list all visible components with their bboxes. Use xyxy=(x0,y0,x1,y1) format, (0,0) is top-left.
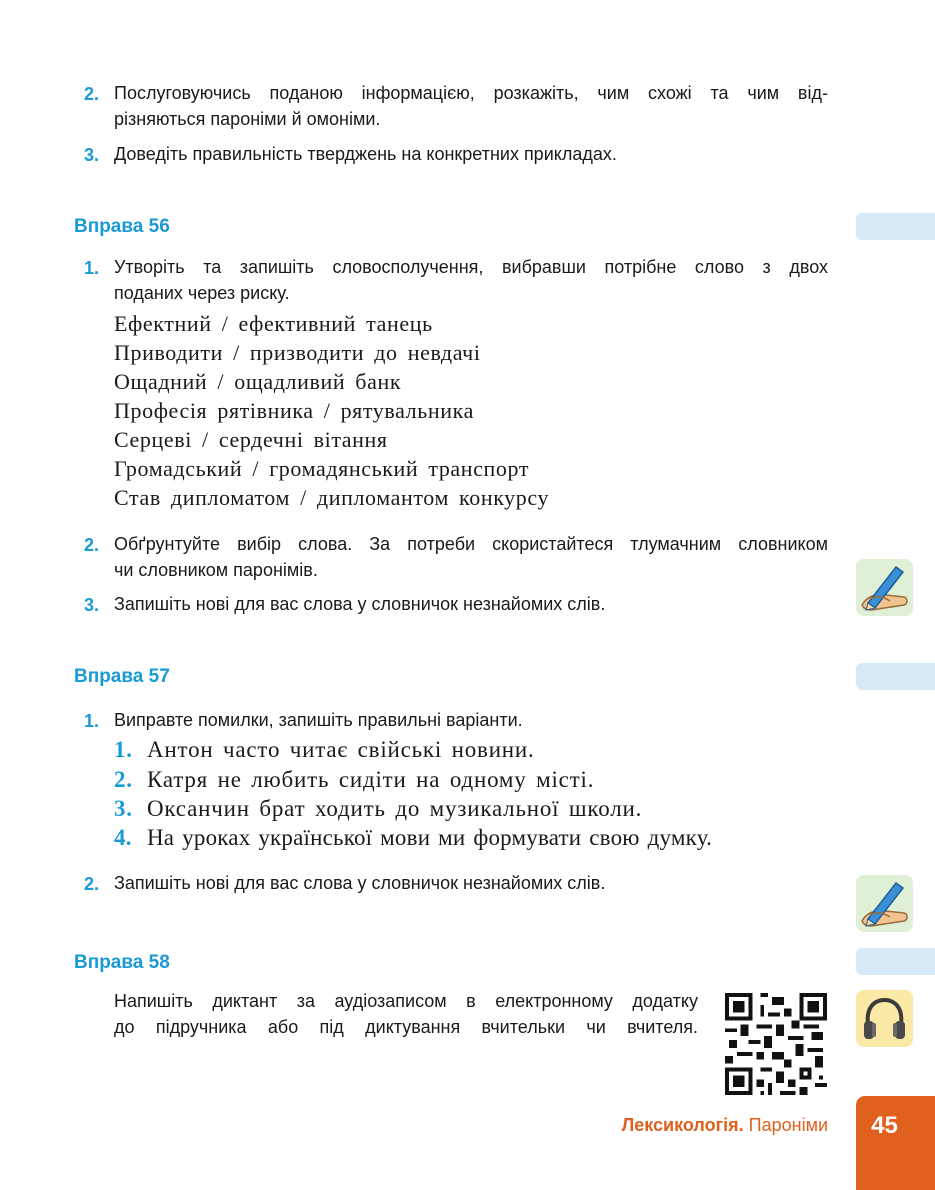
phrase: Ефектний / ефективний танець xyxy=(114,311,433,336)
phrase: Професія рятівника / рятувальника xyxy=(114,398,474,423)
item-number: 2. xyxy=(84,84,100,104)
item-number: 3. xyxy=(84,145,100,165)
page-number: 45 xyxy=(871,1112,898,1139)
page-number-tab xyxy=(856,1096,935,1190)
exercise-title: Вправа 57 xyxy=(74,666,170,687)
sentence xyxy=(114,737,535,763)
section-label xyxy=(622,1115,828,1136)
section-label-bold: Лексикологія. xyxy=(621,1115,744,1135)
sentence-number: 4. xyxy=(114,825,132,850)
phrase: Ощадний / ощадливий банк xyxy=(114,369,402,394)
item-text-continued: різняються пароніми й омоніми. xyxy=(114,109,381,129)
task-text: Виправте помилки, запишіть правильні варіанти. xyxy=(114,710,523,730)
task-text-continued: чи словником паронімів. xyxy=(114,560,318,580)
sentence xyxy=(114,825,712,851)
pencil-hand-icon xyxy=(856,875,913,932)
exercise-title: Вправа 58 xyxy=(74,952,170,973)
sentence-text: На уроках української мови ми формувати свою думку. xyxy=(147,825,713,850)
sentence-number: 1. xyxy=(114,737,133,762)
item-text: Доведіть правильність тверджень на конкретних прикладах. xyxy=(114,144,617,164)
phrase: Серцеві / сердечні вітання xyxy=(114,427,388,452)
phrase: Приводити / призводити до невдачі xyxy=(114,340,481,365)
sentence-number: 3. xyxy=(114,796,133,821)
qr-code[interactable] xyxy=(724,993,828,1095)
side-tab xyxy=(856,948,935,975)
sentence xyxy=(114,796,642,822)
exercise-text: до підручника або під диктування вчительки чи вчителя. xyxy=(114,1017,698,1037)
task-text: Обґрунтуйте вибір слова. За потреби скористайтеся тлумачним словником xyxy=(114,534,828,554)
task-text: Утворіть та запишіть словосполучення, вибравши потрібне слово з двох xyxy=(114,257,828,277)
task-text: Запишіть нові для вас слова у словничок незнайомих слів. xyxy=(114,873,606,893)
side-tab xyxy=(856,663,935,690)
task-number: 2. xyxy=(84,535,100,555)
section-label-topic: Пароніми xyxy=(748,1115,828,1135)
sentence-text: Катря не любить сидіти на одному місті. xyxy=(147,767,595,792)
pencil-hand-icon xyxy=(856,559,913,616)
sentence-text: Антон часто читає свійські новини. xyxy=(147,737,535,762)
task-number: 1. xyxy=(84,258,100,278)
exercise-text: Напишіть диктант за аудіозаписом в електронному додатку xyxy=(114,991,698,1011)
headphones-icon xyxy=(856,990,913,1047)
exercise-title: Вправа 56 xyxy=(74,216,170,237)
phrase: Громадський / громадянський транспорт xyxy=(114,456,530,481)
task-number: 2. xyxy=(84,874,100,894)
task-number: 3. xyxy=(84,595,100,615)
task-text: Запишіть нові для вас слова у словничок незнайомих слів. xyxy=(114,594,606,614)
item-text: Послуговуючись поданою інформацією, розкажіть, чим схожі та чим від- xyxy=(114,83,828,103)
phrase: Став дипломатом / дипломантом конкурсу xyxy=(114,485,550,510)
sentence-text: Оксанчин брат ходить до музикальної школи. xyxy=(147,796,643,821)
side-tab xyxy=(856,213,935,240)
sentence-number: 2. xyxy=(114,767,133,792)
task-text-continued: поданих через риску. xyxy=(114,283,290,303)
task-number: 1. xyxy=(84,711,100,731)
sentence xyxy=(114,767,594,793)
